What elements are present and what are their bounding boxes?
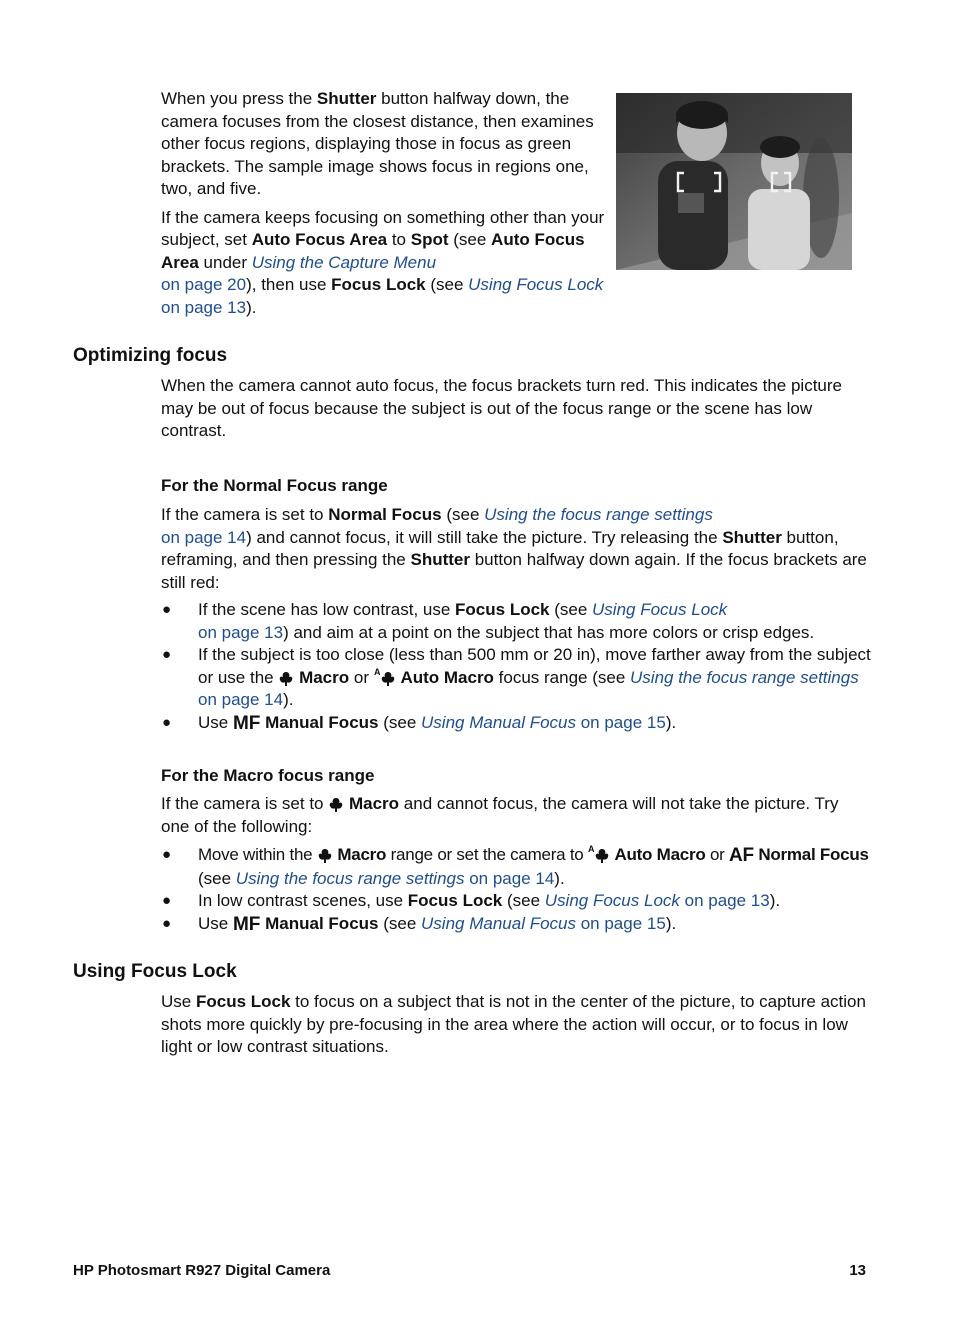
section-heading-optimizing-focus: Optimizing focus bbox=[73, 345, 228, 366]
macro-focus-block bbox=[161, 793, 871, 936]
normal-focus-block bbox=[161, 504, 871, 735]
page-footer bbox=[73, 1260, 866, 1283]
link-focus-range-settings[interactable]: Using the focus range settings on page 14 bbox=[235, 868, 555, 888]
link-focus-lock[interactable]: Using Focus Lock on page 13 bbox=[544, 891, 770, 910]
subheading-normal-focus: For the Normal Focus range bbox=[161, 476, 388, 495]
link-focus-lock[interactable]: Using Focus Lock on page 13 bbox=[161, 275, 604, 317]
sample-focus-photo bbox=[616, 93, 852, 270]
svg-text:A: A bbox=[588, 844, 595, 854]
normal-focus-paragraph: If the camera is set to Normal Focus (see Using the focus range settings on page 14) and cannot focus, it will still take the picture. Try releasing the Shutter button, reframing, and then pressing the Shutter button halfway down again. If the focus brackets are still red: bbox=[161, 505, 867, 592]
auto-macro-icon bbox=[374, 667, 396, 686]
auto-macro-icon bbox=[588, 844, 610, 863]
link-focus-lock[interactable]: Using Focus Lock on page 13 bbox=[198, 600, 728, 642]
macro-focus-bullets bbox=[161, 844, 871, 936]
subheading-macro-focus: For the Macro focus range bbox=[161, 766, 375, 785]
normal-focus-bullets bbox=[161, 599, 871, 735]
macro-flower-icon bbox=[328, 795, 344, 812]
link-manual-focus[interactable]: Using Manual Focus on page 15 bbox=[421, 712, 666, 732]
link-focus-range-settings[interactable]: Using the focus range settings on page 14 bbox=[161, 505, 713, 547]
manual-focus-icon: MF bbox=[232, 712, 261, 734]
intro-paragraph-2: If the camera keeps focusing on something other than your subject, set Auto Focus Area to Spot (see Auto Focus Area under Using the Capture Menu on page 20), then use Focus Lock (see Using Focus Lock on page 13). bbox=[161, 207, 605, 317]
macro-flower-icon bbox=[278, 669, 294, 686]
optimizing-focus-paragraph: When the camera cannot auto focus, the focus brackets turn red. This indicates the picture may be out of focus because the subject is out of the focus range or the scene has low contrast. bbox=[161, 376, 842, 440]
link-focus-range-settings[interactable]: Using the focus range settings on page 14 bbox=[198, 667, 859, 709]
list-item: ● If the scene has low contrast, use Focus Lock (see Using Focus Lock on page 13) and aim at a point on the subject that has more colors or crisp edges. bbox=[161, 599, 871, 644]
intro-paragraph-1: When you press the Shutter button halfway down, the camera focuses from the closest distance, then examines other focus regions, displaying those in focus as green brackets. The sample image shows focus in regions one, two, and five. bbox=[161, 89, 594, 198]
link-manual-focus[interactable]: Using Manual Focus on page 15 bbox=[421, 913, 666, 933]
macro-focus-paragraph: If the camera is set to Macro and cannot focus, the camera will not take the picture. Try one of the following: bbox=[161, 794, 839, 836]
list-item: ● If the subject is too close (less than 500 mm or 20 in), move farther away from the subject or use the Macro or A Auto Macro focus range (see Using the focus range settings on page 14). bbox=[161, 644, 871, 712]
footer-title: HP Photosmart R927 Digital Camera bbox=[73, 1262, 331, 1279]
link-capture-menu[interactable]: Using the Capture Menu on page 20 bbox=[161, 252, 437, 294]
page-number: 13 bbox=[849, 1262, 866, 1279]
list-item: ● Use MF Manual Focus (see Using Manual Focus on page 15). bbox=[161, 712, 871, 736]
list-item: ● Move within the Macro range or set the camera to A Auto Macro or AF Normal Focus (see Using the focus range settings on page 14). bbox=[161, 844, 871, 890]
manual-focus-icon: MF bbox=[232, 913, 261, 935]
macro-flower-icon bbox=[317, 846, 333, 863]
auto-focus-icon: AF bbox=[729, 845, 754, 866]
list-item: ● In low contrast scenes, use Focus Lock (see Using Focus Lock on page 13). bbox=[161, 890, 871, 913]
list-item: ● Use MF Manual Focus (see Using Manual Focus on page 15). bbox=[161, 913, 871, 937]
intro-text bbox=[161, 88, 606, 319]
using-focus-lock-paragraph: Use Focus Lock to focus on a subject that is not in the center of the picture, to capture action shots more quickly by pre-focusing in the area where the action will occur, or to focus in low light or low contrast situations. bbox=[161, 992, 866, 1056]
section-heading-using-focus-lock: Using Focus Lock bbox=[73, 961, 237, 982]
svg-text:A: A bbox=[373, 666, 381, 677]
